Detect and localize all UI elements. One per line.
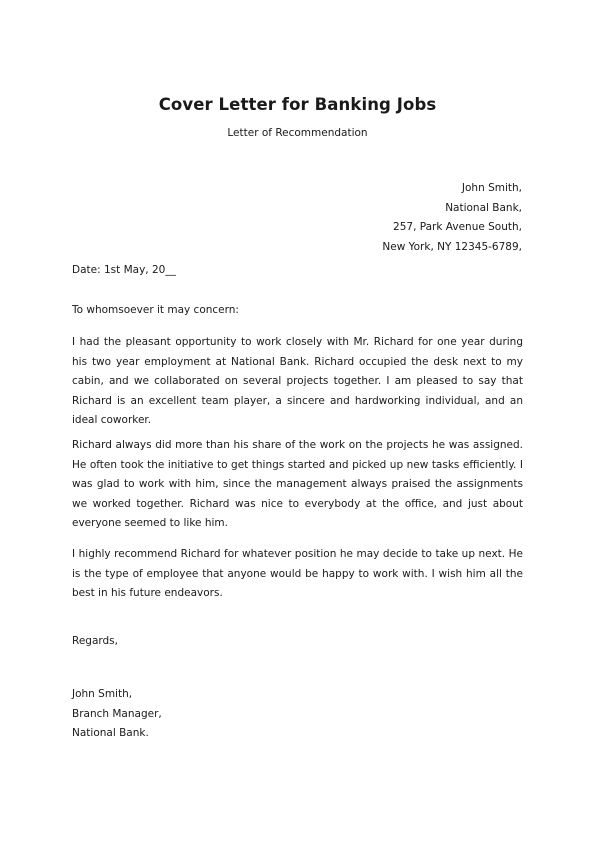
document-title: Cover Letter for Banking Jobs [158, 95, 437, 114]
letter-date: Date: 1st May, 20__ [72, 264, 176, 276]
closing: Regards, [72, 635, 118, 647]
address-line-name: John Smith, [461, 182, 522, 194]
signature-title: Branch Manager, [72, 707, 162, 720]
signature-name: John Smith, [72, 688, 133, 700]
body-paragraph-1: I had the pleasant opportunity to work closely with Mr. Richard for one year during his two year employment at National Bank. Richard occupied the desk next to my cabin, and we collaborated on several projects together. I am pleased to say that Richard is an excellent team player, a sincere and hardworking individual, and an ideal coworker. [72, 336, 523, 427]
body-paragraph-3: I highly recommend Richard for whatever position he may decide to take up next. He is the type of employee that anyone would be happy to work with. I wish him all the best in his future endeavors. [72, 548, 523, 600]
sender-address [382, 179, 522, 257]
address-line-city: New York, NY 12345-6789, [382, 240, 522, 253]
signature-organization: National Bank. [72, 727, 149, 739]
salutation: To whomsoever it may concern: [72, 304, 239, 316]
signature-block [72, 685, 162, 744]
body-paragraph-2: Richard always did more than his share of the work on the projects he was assigned. He often took the initiative to get things started and picked up new tasks efficiently. I was glad to work with him, since the management always praised the assignments we worked together. Richard was nice to everybody at the office, and just about everyone seemed to like him. [72, 439, 523, 530]
address-line-street: 257, Park Avenue South, [393, 221, 522, 233]
document-subtitle: Letter of Recommendation [227, 127, 368, 139]
address-line-bank: National Bank, [445, 201, 522, 214]
